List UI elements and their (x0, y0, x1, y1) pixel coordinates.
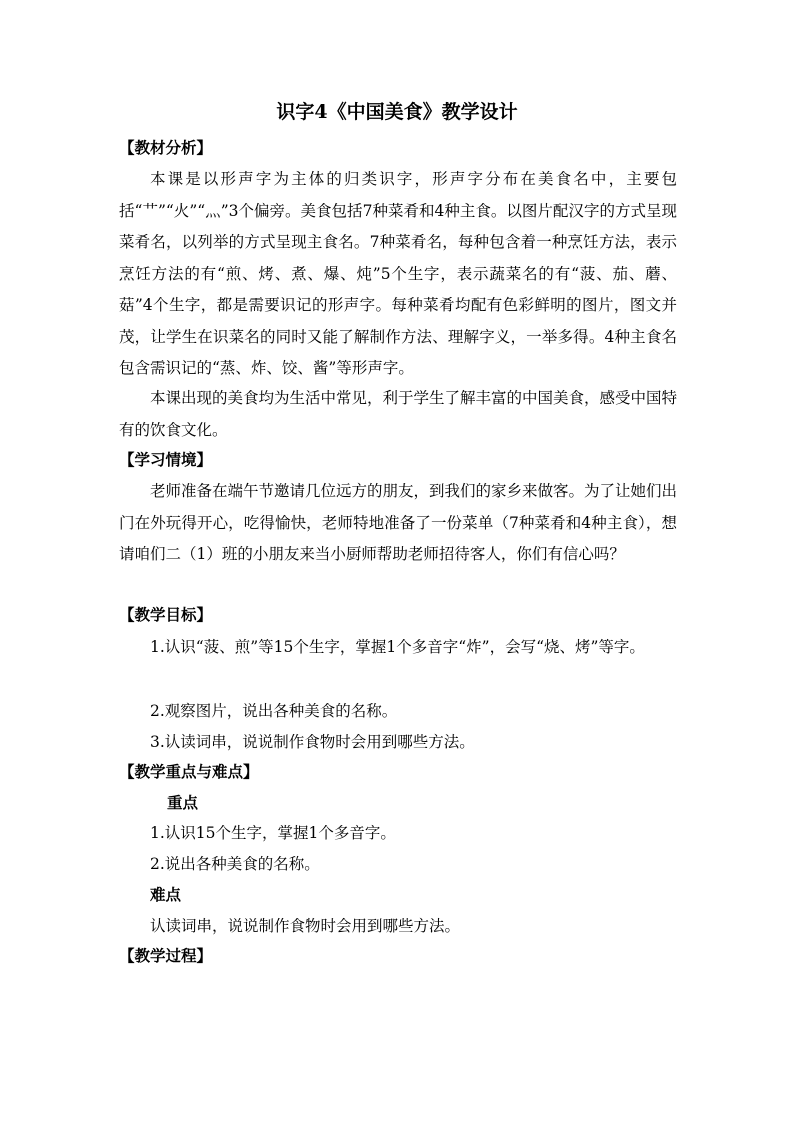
document-title: 识字4《中国美食》教学设计 (276, 101, 518, 123)
difficulty-point-1: 认读词串，说说制作食物时会用到哪些方法。 (150, 917, 461, 935)
goal-item-3: 3.认读词串，说说制作食物时会用到哪些方法。 (150, 733, 475, 751)
key-point-2: 2.说出各种美食的名称。 (150, 855, 320, 873)
difficulty-label: 难点 (150, 885, 182, 904)
section-heading-key-points: 【教学重点与难点】 (119, 762, 259, 781)
section-heading-situation: 【学习情境】 (119, 450, 213, 469)
goal-item-1: 1.认识“菠、煎”等15个生字，掌握1个多音字“炸”，会写“烧、烤”等字。 (150, 638, 645, 656)
key-points-label: 重点 (167, 793, 199, 812)
goal-item-2: 2.观察图片，说出各种美食的名称。 (150, 702, 398, 720)
situation-paragraph: 老师准备在端午节邀请几位远方的朋友，到我们的家乡来做客。为了让她们出门在外玩得开心，吃得愉快，老师特地准备了一份菜单（7种菜肴和4种主食），想请咱们二（1）班的小朋友来当小厨师帮助老师招待客人，你们有信心吗？ (119, 482, 678, 563)
section-heading-process: 【教学过程】 (119, 946, 213, 965)
section-heading-analysis: 【教材分析】 (119, 138, 213, 157)
key-point-1: 1.认识15个生字，掌握1个多音字。 (150, 824, 396, 842)
section-heading-goals: 【教学目标】 (119, 605, 213, 624)
analysis-paragraph-1: 本课是以形声字为主体的归类识字，形声字分布在美食名中，主要包括“艹”“火”“灬”3个偏旁。美食包括7种菜肴和4种主食。以图片配汉字的方式呈现菜肴名，以列举的方式呈现主食名。7种菜肴名，每种包含着一种烹饪方法，表示烹饪方法的有“煎、烤、煮、爆、炖”5个生字，表示蔬菜名的有“菠、茄、蘑、菇”4个生字，都是需要识记的形声字。每种菜肴均配有色彩鲜明的图片，图文并茂，让学生在识菜名的同时又能了解制作方法、理解字义，一举多得。4种主食名包含需识记的“蒸、炸、饺、酱”等形声字。 (119, 170, 677, 377)
analysis-paragraph-2: 本课出现的美食均为生活中常见，利于学生了解丰富的中国美食，感受中国特有的饮食文化。 (119, 389, 678, 439)
